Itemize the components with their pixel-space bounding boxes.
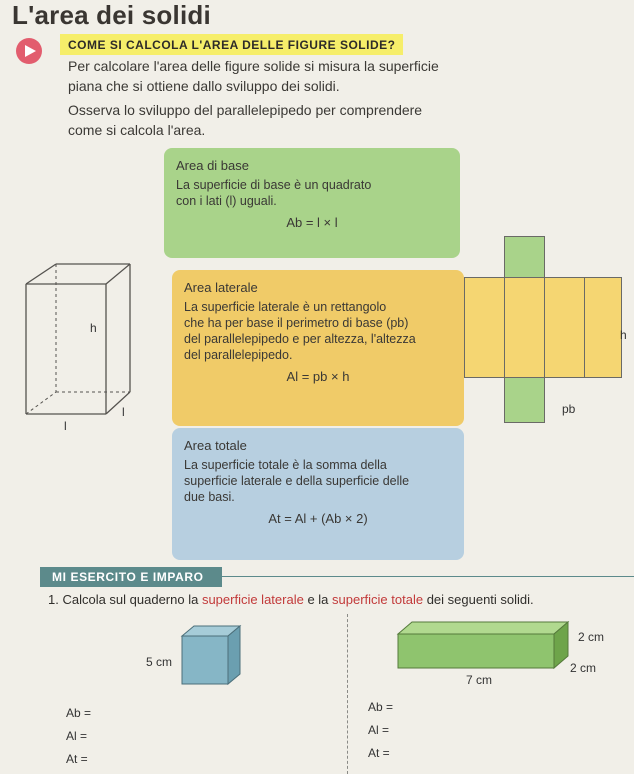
intro-line-3: Osserva lo sviluppo del parallelepipedo per comprendere xyxy=(68,102,423,118)
answer-right-total-label: At = xyxy=(368,746,390,760)
total-area-line-2: superficie laterale e della superficie delle xyxy=(184,474,410,488)
lateral-area-line-1: La superficie laterale è un rettangolo xyxy=(184,300,387,314)
prism-side-label-2: l xyxy=(122,405,125,419)
base-area-card xyxy=(164,148,460,258)
prism-wireframe-diagram xyxy=(10,258,160,438)
prism-height-label: h xyxy=(90,321,97,335)
net-side-face-4 xyxy=(584,277,622,378)
net-side-face-3 xyxy=(544,277,585,378)
lateral-area-line-2: che ha per base il perimetro di base (pb) xyxy=(184,316,409,330)
intro-line-1: Per calcolare l'area delle figure solide si misura la superficie xyxy=(68,58,439,74)
net-height-label: h xyxy=(620,328,627,342)
total-area-formula: At = Al + (Ab × 2) xyxy=(268,511,368,526)
answer-left-lateral-label: Al = xyxy=(66,729,88,743)
exercise-divider xyxy=(347,614,348,774)
total-area-heading: Area totale xyxy=(184,438,247,453)
answer-right-lateral-label: Al = xyxy=(368,723,390,737)
answer-right-base-label: Ab = xyxy=(368,700,394,714)
net-top-base xyxy=(504,236,545,278)
answer-left-base-label: Ab = xyxy=(66,706,92,720)
exercise-mid: e la xyxy=(303,592,333,607)
base-area-line-1: La superficie di base è un quadrato xyxy=(176,178,372,192)
prism-net-diagram xyxy=(464,236,624,428)
exercise-suffix: dei seguenti solidi. xyxy=(423,592,534,607)
question-label: COME SI CALCOLA L'AREA DELLE FIGURE SOLIDE? xyxy=(60,34,403,55)
play-icon xyxy=(16,38,42,64)
cuboid-figure xyxy=(396,620,572,672)
cuboid-width-label: 7 cm xyxy=(466,673,493,687)
lateral-area-heading: Area laterale xyxy=(184,280,258,295)
intro-text xyxy=(68,56,488,144)
net-side-face-2 xyxy=(504,277,545,378)
answer-left-total-label: At = xyxy=(66,752,88,766)
intro-line-4: come si calcola l'area. xyxy=(68,122,206,138)
exercise-prefix: 1. Calcola sul quaderno la xyxy=(48,592,202,607)
intro-line-2: piana che si ottiene dallo sviluppo dei solidi. xyxy=(68,78,340,94)
total-area-line-1: La superficie totale è la somma della xyxy=(184,458,387,472)
net-bottom-base xyxy=(504,377,545,423)
prism-side-label-1: l xyxy=(64,419,67,433)
page-title: L'area dei solidi xyxy=(12,0,211,30)
cube-figure xyxy=(178,622,244,688)
lateral-area-line-4: del parallelepipedo. xyxy=(184,348,293,362)
base-area-line-2: con i lati (l) uguali. xyxy=(176,194,277,208)
exercise-highlight-total: superficie totale xyxy=(332,592,424,607)
lateral-area-card xyxy=(172,270,464,426)
total-area-line-3: due basi. xyxy=(184,490,235,504)
base-area-heading: Area di base xyxy=(176,158,249,173)
section-band: MI ESERCITO E IMPARO xyxy=(40,567,222,587)
exercise-highlight-lateral: superficie laterale xyxy=(201,592,304,607)
exercise-prompt xyxy=(48,592,534,607)
cuboid-depth-label: 2 cm xyxy=(578,630,605,644)
net-perimeter-label: pb xyxy=(562,402,576,416)
section-divider xyxy=(210,576,634,577)
lateral-area-line-3: del parallelepipedo e per altezza, l'altezza xyxy=(184,332,416,346)
net-side-face-1 xyxy=(464,277,505,378)
total-area-card xyxy=(172,428,464,560)
cube-edge-label: 5 cm xyxy=(146,655,173,669)
lateral-area-formula: Al = pb × h xyxy=(286,369,350,384)
base-area-formula: Ab = l × l xyxy=(286,215,338,230)
cuboid-height-label: 2 cm xyxy=(570,661,597,675)
